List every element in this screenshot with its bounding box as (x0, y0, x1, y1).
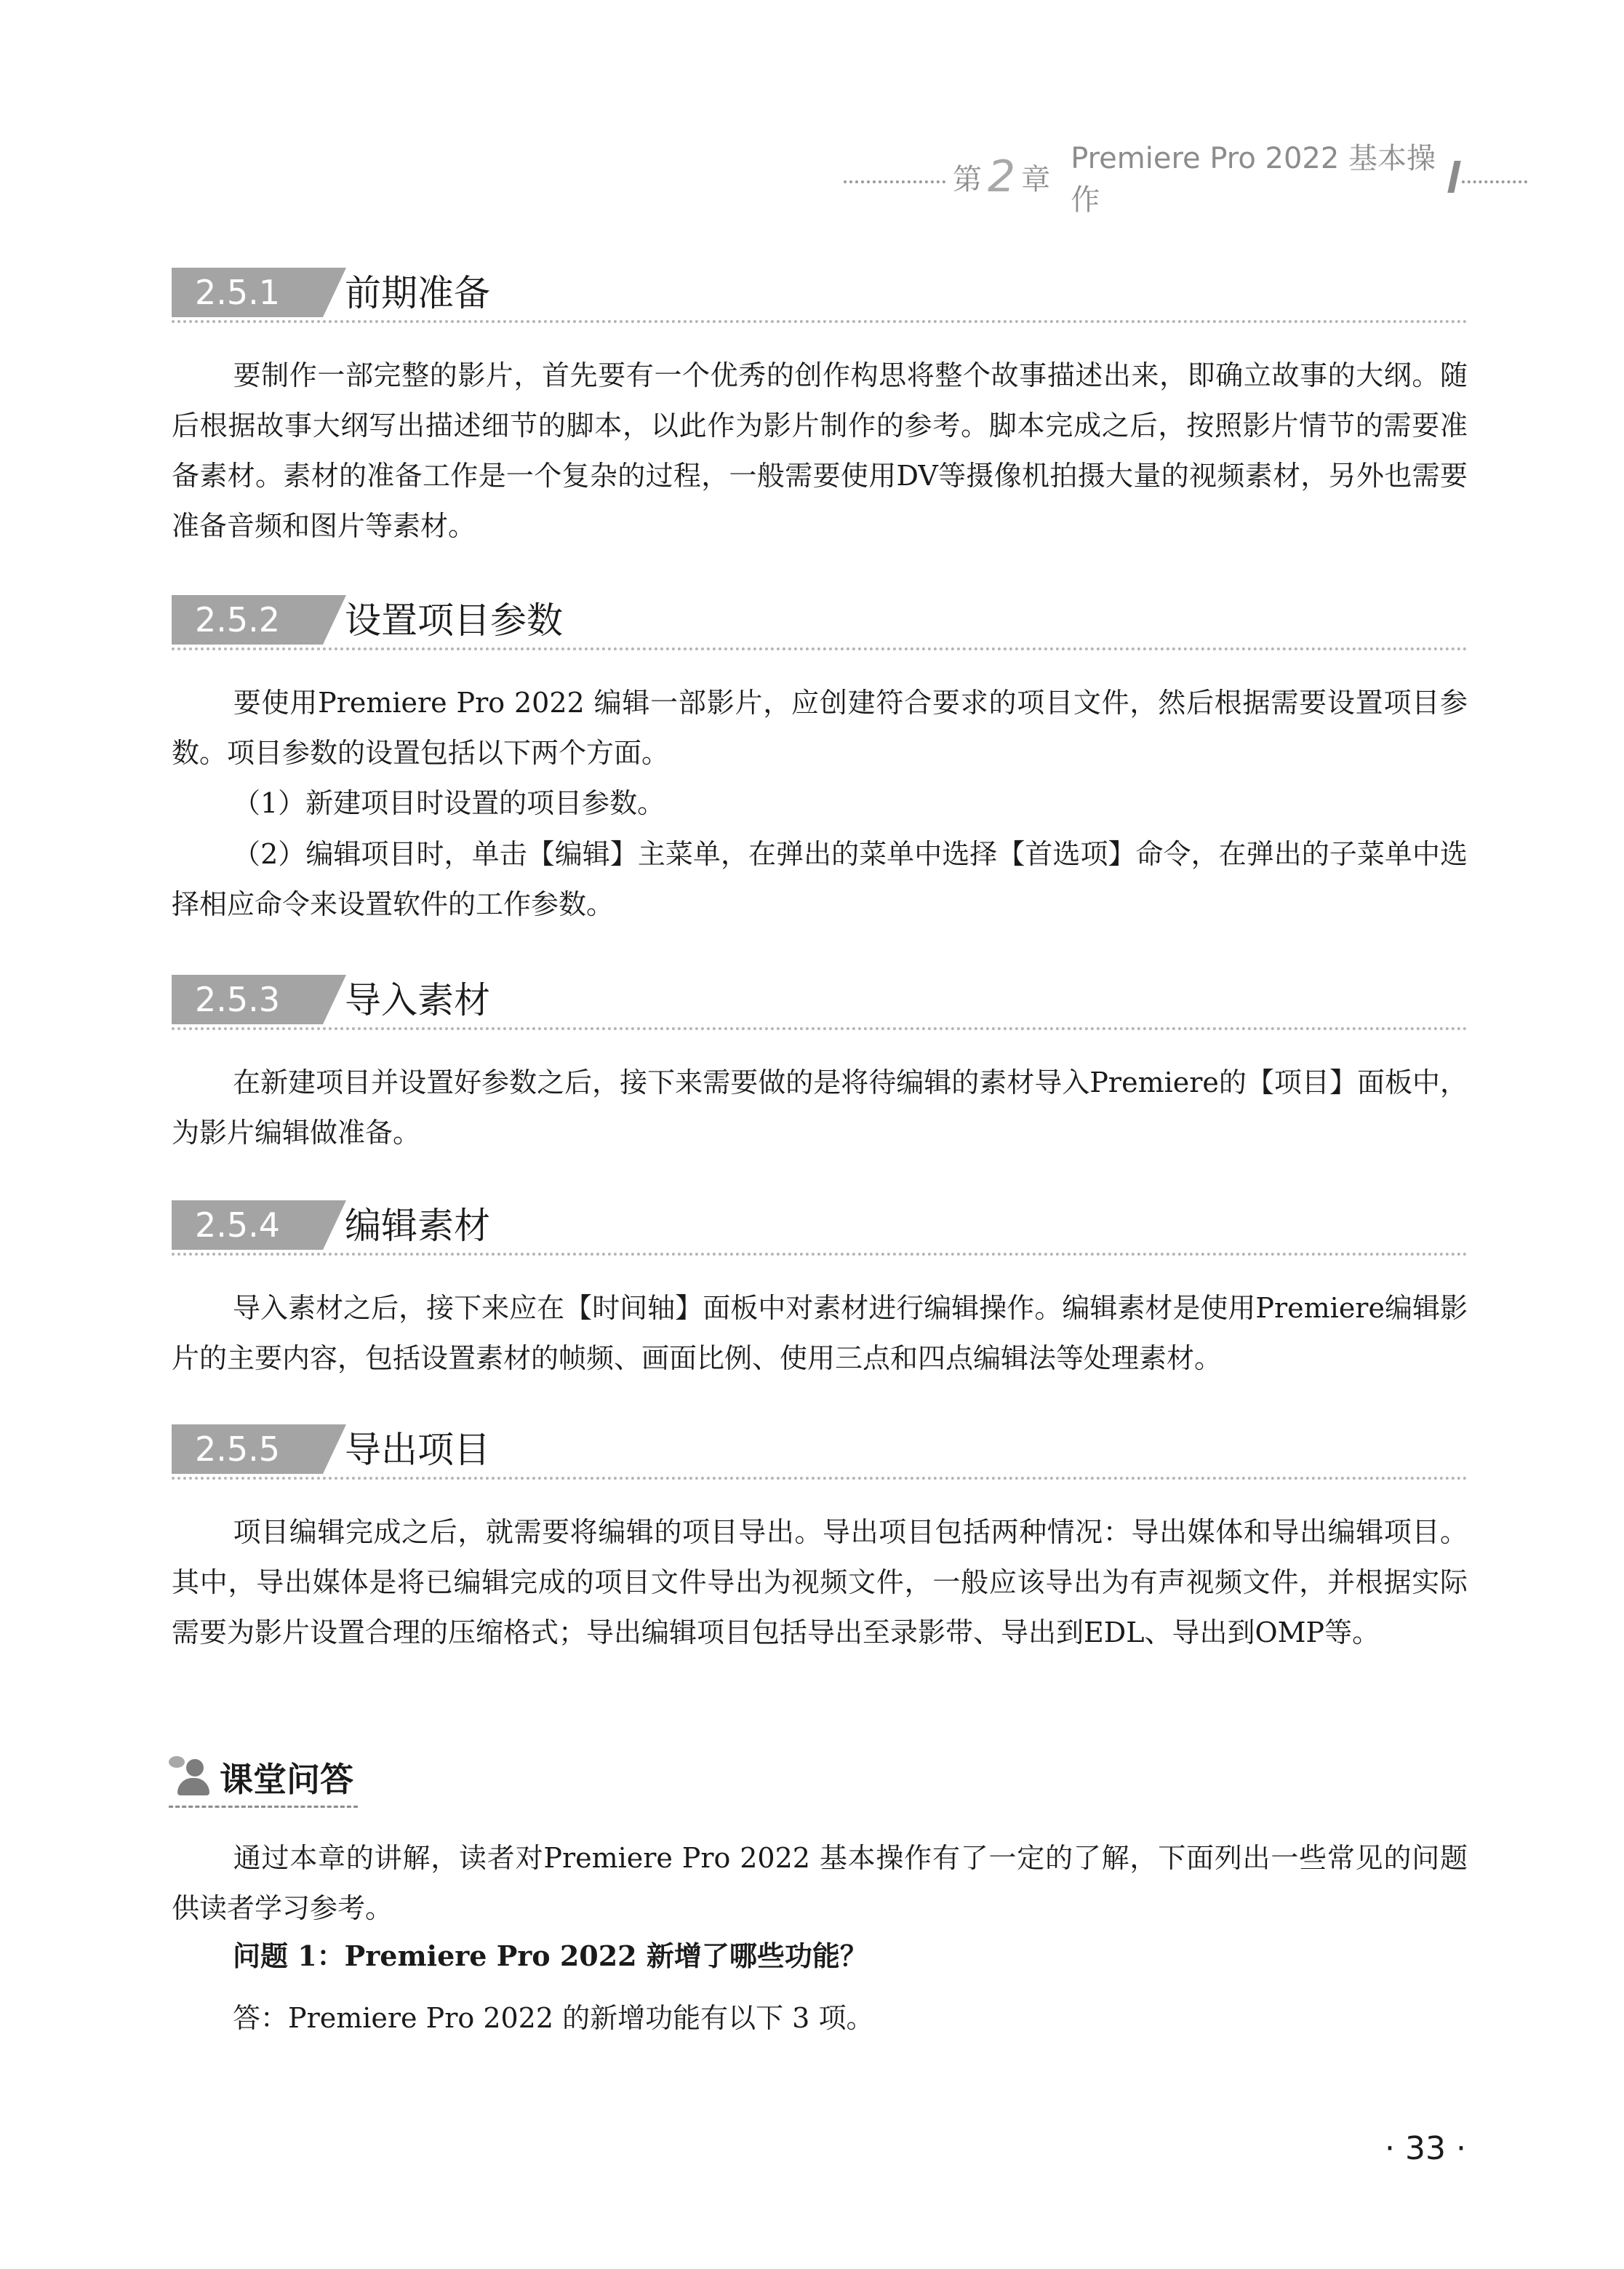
qa-label: 课堂问答 (220, 1760, 353, 1799)
section-heading-2-5-3 (172, 975, 1468, 1030)
chapter-number: 2 (988, 151, 1016, 202)
section-title: 导入素材 (345, 979, 490, 1021)
paragraph: 要使用Premiere Pro 2022 编辑一部影片，应创建符合要求的项目文件，然后根据需要设置项目参数。项目参数的设置包括以下两个方面。 (172, 687, 1468, 769)
section-number: 2.5.5 (172, 1424, 323, 1474)
header-dotted-line-right (1462, 180, 1527, 183)
question: 问题 1：Premiere Pro 2022 新增了哪些功能？ (233, 1939, 868, 1972)
paragraph: 在新建项目并设置好参数之后，接下来需要做的是将待编辑的素材导入Premiere的【项目】面板中，为影片编辑做准备。 (172, 1066, 1468, 1149)
section-title: 导出项目 (345, 1429, 490, 1471)
section-number: 2.5.3 (172, 975, 323, 1024)
list-item: （1）新建项目时设置的项目参数。 (233, 787, 665, 819)
section-title: 前期准备 (345, 272, 490, 314)
person-speech-icon (169, 1756, 212, 1798)
section-heading-2-5-5 (172, 1424, 1468, 1480)
qa-heading (169, 1749, 358, 1808)
section-title: 编辑素材 (345, 1205, 490, 1247)
list-item: （2）编辑项目时，单击【编辑】主菜单，在弹出的菜单中选择【首选项】命令，在弹出的子菜单中选择相应命令来设置软件的工作参数。 (172, 838, 1468, 920)
header-bar (1447, 161, 1461, 193)
running-header (844, 142, 1527, 217)
section-number: 2.5.4 (172, 1200, 323, 1250)
paragraph: 要制作一部完整的影片，首先要有一个优秀的创作构思将整个故事描述出来，即确立故事的大纲。随后根据故事大纲写出描述细节的脚本，以此作为影片制作的参考。脚本完成之后，按照影片情节的需要准备素材。素材的准备工作是一个复杂的过程，一般需要使用DV等摄像机拍摄大量的视频素材，另外也需要准备音频和图片等素材。 (172, 359, 1468, 542)
header-dotted-line-left (844, 180, 945, 183)
paragraph: 项目编辑完成之后，就需要将编辑的项目导出。导出项目包括两种情况：导出媒体和导出编辑项目。其中，导出媒体是将已编辑完成的项目文件导出为视频文件，一般应该导出为有声视频文件，并根据实际需要为影片设置合理的压缩格式；导出编辑项目包括导出至录影带、导出到EDL、导出到OMP等。 (172, 1516, 1468, 1648)
section-heading-2-5-4 (172, 1200, 1468, 1256)
chapter-prefix: 第 (953, 162, 982, 196)
section-title: 设置项目参数 (345, 599, 563, 642)
chapter-title: Premiere Pro 2022 基本操作 (1071, 142, 1436, 217)
qa-intro: 通过本章的讲解，读者对Premiere Pro 2022 基本操作有了一定的了解，下面列出一些常见的问题供读者学习参考。 (172, 1842, 1468, 1924)
page-number: · 33 · (1385, 2130, 1466, 2167)
section-number: 2.5.1 (172, 268, 323, 317)
section-heading-2-5-1 (172, 268, 1468, 323)
section-heading-2-5-2 (172, 595, 1468, 650)
paragraph: 导入素材之后，接下来应在【时间轴】面板中对素材进行编辑操作。编辑素材是使用Premiere编辑影片的主要内容，包括设置素材的帧频、画面比例、使用三点和四点编辑法等处理素材。 (172, 1292, 1468, 1374)
chapter-suffix: 章 (1021, 162, 1051, 196)
section-number: 2.5.2 (172, 595, 323, 645)
answer: 答：Premiere Pro 2022 的新增功能有以下 3 项。 (233, 2002, 874, 2034)
